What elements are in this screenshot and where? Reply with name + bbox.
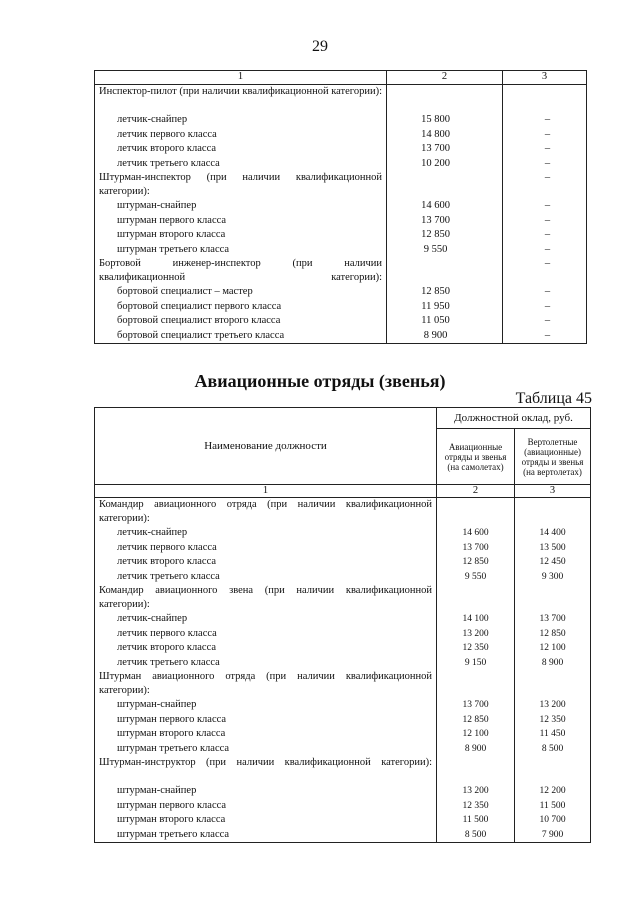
position-cell (95, 713, 437, 728)
page-number: 29 (312, 38, 328, 55)
position-group-label: Инспектор-пилот (при наличии квалификационной категории): (99, 86, 382, 97)
salary-cell: – (503, 243, 587, 258)
position-cell (95, 128, 387, 143)
position-label: штурман первого класса (117, 214, 227, 226)
position-cell (95, 698, 437, 713)
table-row (95, 555, 591, 570)
position-cell (95, 756, 437, 784)
salary-cell (437, 756, 515, 784)
position-cell (95, 612, 437, 627)
position-cell (95, 314, 387, 329)
salary-cell: – (503, 285, 587, 300)
salary-cell: – (503, 257, 587, 285)
table-column-numbers (95, 71, 587, 85)
table-row (95, 157, 587, 172)
position-group-label: Штурман-инструктор (при наличии квалификационной категории): (99, 757, 432, 768)
position-cell (95, 329, 387, 344)
salary-cell: 14 100 (437, 612, 515, 627)
salary-cell: 11 950 (387, 300, 503, 315)
position-cell (95, 670, 437, 698)
column-number: 2 (387, 71, 503, 85)
table-row (95, 612, 591, 627)
salary-cell: 13 700 (437, 698, 515, 713)
table-row (95, 285, 587, 300)
salary-cell (387, 257, 503, 285)
position-cell (95, 285, 387, 300)
position-cell (95, 656, 437, 671)
salary-cell (437, 670, 515, 698)
table-row (95, 113, 587, 128)
table-row (95, 128, 587, 143)
table-row (95, 142, 587, 157)
position-label: летчик третьего класса (117, 570, 220, 582)
position-cell (95, 228, 387, 243)
table-row (95, 784, 591, 799)
column-number: 3 (515, 485, 591, 498)
salary-cell: 12 850 (387, 228, 503, 243)
table-row (95, 228, 587, 243)
salary-cell: 8 900 (437, 742, 515, 757)
salary-cell: – (503, 128, 587, 143)
position-cell (95, 300, 387, 315)
position-cell (95, 142, 387, 157)
position-label: летчик-снайпер (117, 527, 188, 538)
salary-cell: – (503, 199, 587, 214)
salary-cell (515, 670, 591, 698)
position-label: летчик третьего класса (117, 656, 220, 668)
salary-cell: 9 550 (387, 243, 503, 258)
position-cell (95, 498, 437, 527)
table-row (95, 813, 591, 828)
salary-cell: 11 500 (437, 813, 515, 828)
salary-cell: 9 300 (515, 570, 591, 585)
group-row (95, 498, 591, 527)
salary-cell: – (503, 228, 587, 243)
table-row (95, 641, 591, 656)
group-row (95, 584, 591, 612)
position-label: штурман третьего класса (117, 742, 230, 754)
position-label: летчик второго класса (117, 642, 217, 653)
table-row (95, 727, 591, 742)
position-label: летчик первого класса (117, 627, 217, 639)
position-cell (95, 526, 437, 541)
salary-cell: 13 200 (437, 627, 515, 642)
position-label: штурман второго класса (117, 814, 226, 825)
salary-cell: 11 050 (387, 314, 503, 329)
position-label: штурман-снайпер (117, 200, 197, 211)
salary-cell: 8 900 (515, 656, 591, 671)
position-label: летчик-снайпер (117, 613, 188, 624)
table-row (95, 627, 591, 642)
salary-cell: 12 850 (437, 555, 515, 570)
position-label: летчик третьего класса (117, 157, 220, 169)
position-label: штурман первого класса (117, 713, 227, 725)
table-row (95, 214, 587, 229)
aviation-units-salary-table (94, 407, 591, 843)
salary-cell: – (503, 113, 587, 128)
section-title: Авиационные отряды (звенья) (194, 371, 446, 391)
header-position-name: Наименование должности (95, 408, 437, 485)
salary-cell: 12 850 (387, 285, 503, 300)
position-label: летчик-снайпер (117, 114, 188, 125)
salary-cell (515, 584, 591, 612)
position-cell (95, 641, 437, 656)
salary-cell: – (503, 300, 587, 315)
position-label: бортовой специалист – мастер (117, 286, 253, 297)
group-row (95, 756, 591, 784)
salary-cell: 12 200 (515, 784, 591, 799)
table-row (95, 314, 587, 329)
salary-cell: 12 100 (437, 727, 515, 742)
salary-cell: 13 700 (387, 214, 503, 229)
position-label: штурман-снайпер (117, 785, 197, 796)
salary-cell: 12 850 (437, 713, 515, 728)
position-cell (95, 85, 387, 114)
position-cell (95, 742, 437, 757)
column-number: 1 (95, 485, 437, 498)
salary-cell: 11 500 (515, 799, 591, 814)
salary-cell: 15 800 (387, 113, 503, 128)
salary-cell: 13 700 (437, 541, 515, 556)
salary-cell: 10 200 (387, 157, 503, 172)
position-cell (95, 727, 437, 742)
position-group-label: Командир авиационного отряда (при наличии квалификационной категории): (99, 499, 432, 524)
salary-cell: – (503, 329, 587, 344)
table-row (95, 199, 587, 214)
position-label: штурман второго класса (117, 229, 226, 240)
salary-cell (515, 756, 591, 784)
position-label: штурман первого класса (117, 799, 227, 811)
table-row (95, 243, 587, 258)
salary-cell: 14 800 (387, 128, 503, 143)
table-row (95, 300, 587, 315)
header-salary: Должностной оклад, руб. (437, 408, 591, 429)
header-helicopter-units: Вертолетные (авиационные) отряды и звенья (на вертолетах) (515, 429, 591, 485)
table-row (95, 799, 591, 814)
position-label: бортовой специалист третьего класса (117, 329, 285, 341)
position-cell (95, 784, 437, 799)
salary-cell: 13 500 (515, 541, 591, 556)
salary-cell (387, 171, 503, 199)
salary-cell: 12 850 (515, 627, 591, 642)
position-label: летчик первого класса (117, 541, 217, 553)
position-cell (95, 199, 387, 214)
salary-cell: 10 700 (515, 813, 591, 828)
position-group-label: Штурман-инспектор (при наличии квалификационной категории): (99, 172, 382, 197)
position-cell (95, 214, 387, 229)
salary-cell: 14 600 (387, 199, 503, 214)
position-label: летчик второго класса (117, 143, 217, 154)
position-label: штурман третьего класса (117, 828, 230, 840)
group-row (95, 670, 591, 698)
salary-cell: 8 500 (437, 828, 515, 843)
table-column-numbers (95, 485, 591, 498)
position-cell (95, 113, 387, 128)
salary-cell (515, 498, 591, 527)
salary-table-continued (94, 70, 587, 344)
group-row (95, 257, 587, 285)
position-label: штурман второго класса (117, 728, 226, 739)
table-row (95, 541, 591, 556)
salary-cell: 12 100 (515, 641, 591, 656)
salary-cell: 12 350 (515, 713, 591, 728)
salary-cell: – (503, 314, 587, 329)
salary-cell: 13 200 (515, 698, 591, 713)
salary-cell: 8 500 (515, 742, 591, 757)
table-row (95, 570, 591, 585)
table-row (95, 698, 591, 713)
table-row (95, 742, 591, 757)
group-row (95, 171, 587, 199)
position-cell (95, 171, 387, 199)
salary-cell: 13 700 (387, 142, 503, 157)
column-number: 3 (503, 71, 587, 85)
position-label: штурман-снайпер (117, 699, 197, 710)
table-row (95, 656, 591, 671)
table-row (95, 329, 587, 344)
salary-cell: 12 450 (515, 555, 591, 570)
position-label: штурман третьего класса (117, 243, 230, 255)
salary-cell (437, 498, 515, 527)
position-label: бортовой специалист второго класса (117, 315, 281, 326)
salary-cell: 12 350 (437, 799, 515, 814)
salary-cell: 9 550 (437, 570, 515, 585)
salary-cell: – (503, 214, 587, 229)
salary-cell: 9 150 (437, 656, 515, 671)
position-label: летчик второго класса (117, 556, 217, 567)
table-label: Таблица 45 (515, 390, 592, 407)
position-cell (95, 570, 437, 585)
column-number: 2 (437, 485, 515, 498)
salary-cell: – (503, 171, 587, 199)
position-cell (95, 584, 437, 612)
header-aircraft-units: Авиационные отряды и звенья (на самолетах) (437, 429, 515, 485)
salary-cell: 13 200 (437, 784, 515, 799)
salary-cell: 7 900 (515, 828, 591, 843)
column-number: 1 (95, 71, 387, 85)
salary-cell (437, 584, 515, 612)
salary-cell: 13 700 (515, 612, 591, 627)
position-cell (95, 555, 437, 570)
position-cell (95, 541, 437, 556)
position-group-label: Штурман авиационного отряда (при наличии квалификационной категории): (99, 671, 432, 696)
table-row (95, 828, 591, 843)
salary-cell (503, 85, 587, 114)
salary-cell: 12 350 (437, 641, 515, 656)
salary-cell: – (503, 157, 587, 172)
position-cell (95, 243, 387, 258)
position-cell (95, 157, 387, 172)
position-cell (95, 813, 437, 828)
position-group-label: Бортовой инженер-инспектор (при наличии квалификационной категории): (99, 258, 382, 283)
salary-cell: – (503, 142, 587, 157)
salary-cell: 11 450 (515, 727, 591, 742)
table-row (95, 713, 591, 728)
position-cell (95, 828, 437, 843)
position-cell (95, 627, 437, 642)
salary-cell: 8 900 (387, 329, 503, 344)
position-cell (95, 257, 387, 285)
table-row (95, 526, 591, 541)
position-label: бортовой специалист первого класса (117, 300, 282, 312)
salary-cell: 14 600 (437, 526, 515, 541)
position-cell (95, 799, 437, 814)
position-group-label: Командир авиационного звена (при наличии квалификационной категории): (99, 585, 432, 610)
group-row (95, 85, 587, 114)
salary-cell: 14 400 (515, 526, 591, 541)
salary-cell (387, 85, 503, 114)
position-label: летчик первого класса (117, 128, 217, 140)
